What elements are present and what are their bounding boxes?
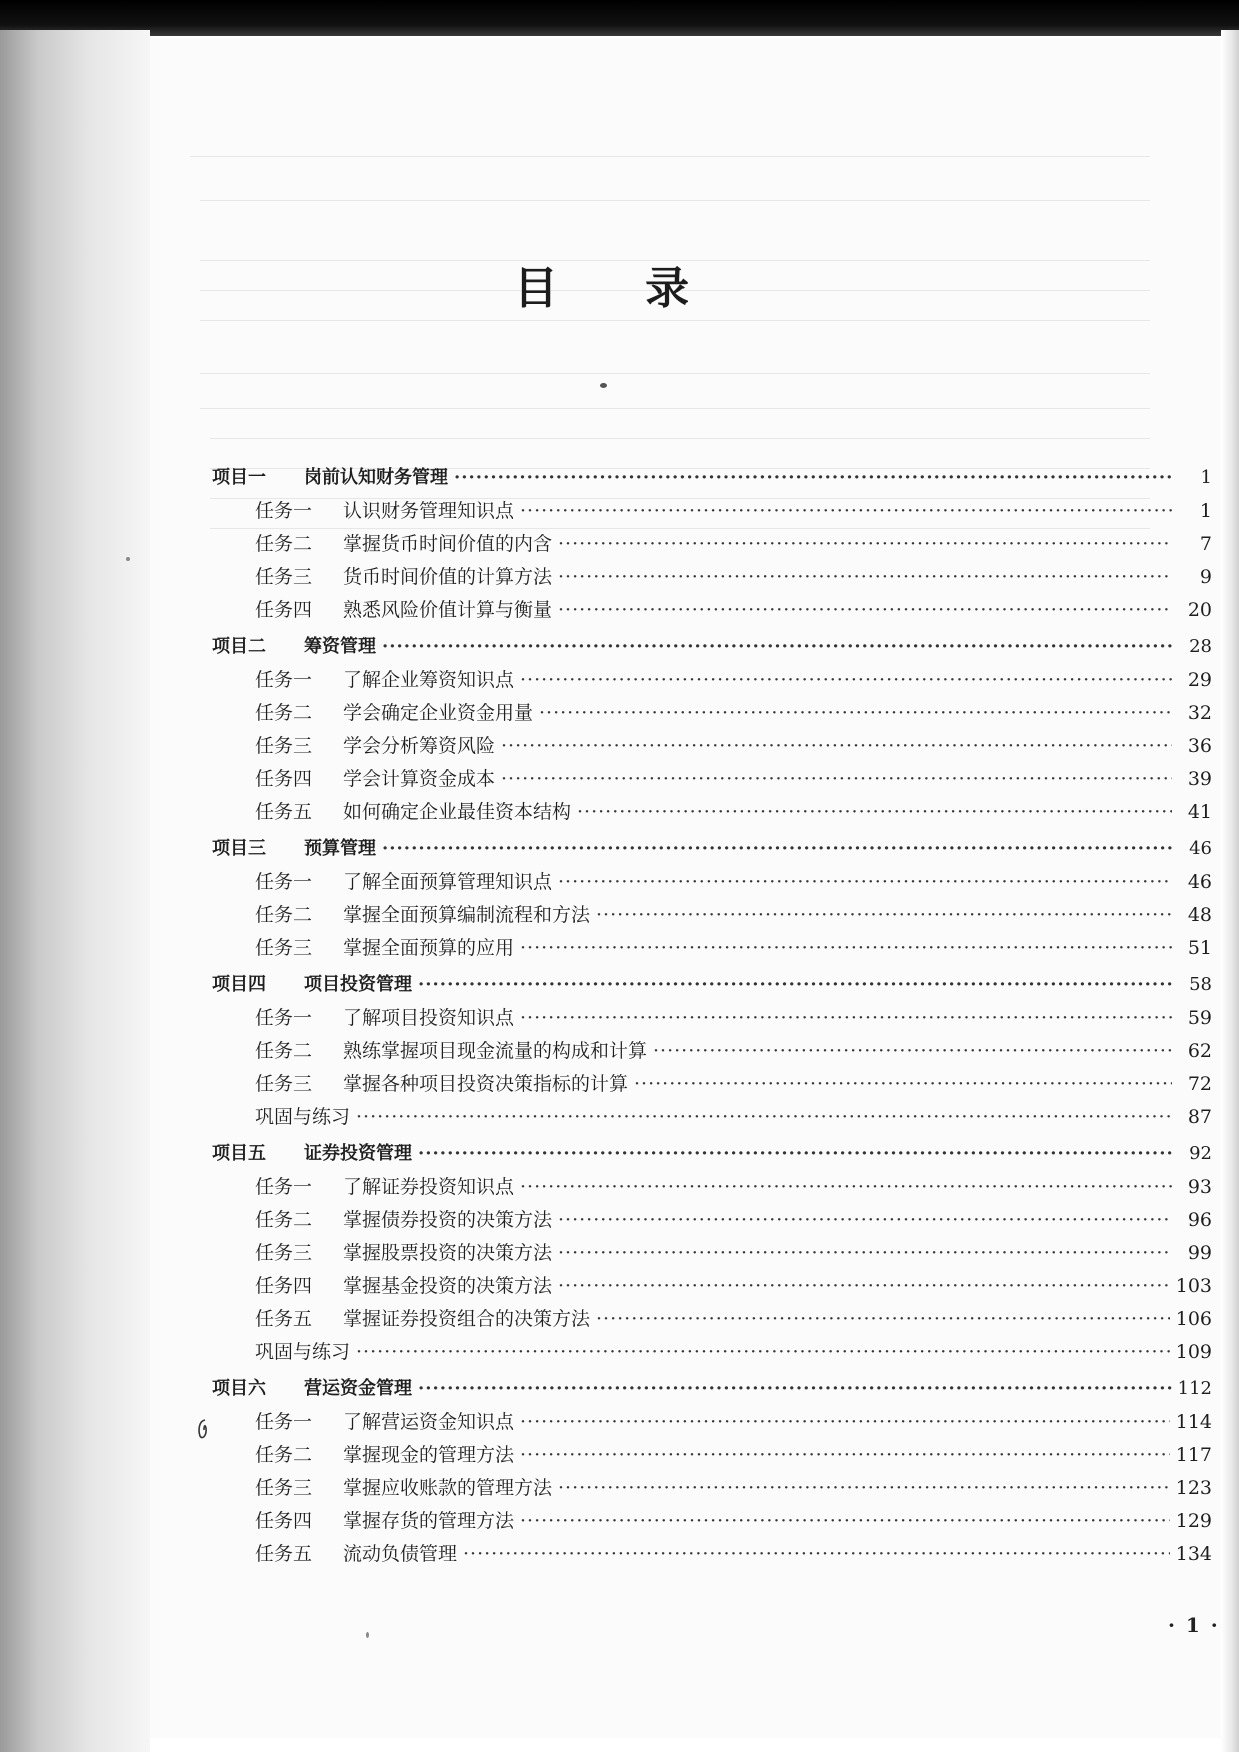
toc-page-number: 72 <box>1187 1073 1212 1095</box>
toc-page-number: 51 <box>1187 937 1212 959</box>
dot-leader <box>463 1538 1170 1571</box>
toc-entry-number: 任务二 <box>255 1209 313 1231</box>
toc-entry-number: 任务五 <box>255 1543 313 1565</box>
toc-task-entry <box>212 1237 1212 1270</box>
dot-leader <box>558 594 1172 627</box>
dot-leader <box>382 831 1172 866</box>
toc-entry-number: 任务一 <box>255 669 313 691</box>
dot-leader <box>520 932 1172 965</box>
toc-task-entry <box>212 1101 1212 1134</box>
dot-leader <box>520 664 1172 697</box>
toc-page-number: 58 <box>1189 974 1212 995</box>
toc-page-number: 1 <box>1200 467 1212 488</box>
toc-task-entry <box>212 1171 1212 1204</box>
toc-entry-title: 岗前认知财务管理 <box>304 467 448 488</box>
toc-entry-title: 流动负债管理 <box>343 1543 458 1565</box>
page-number-footer: · 1 · <box>1168 1613 1220 1637</box>
toc-entry-title: 掌握股票投资的决策方法 <box>343 1242 553 1264</box>
dot-leader <box>520 495 1172 528</box>
toc-task-entry <box>212 1406 1212 1439</box>
toc-page-number: 1 <box>1199 500 1212 522</box>
dot-leader <box>418 1371 1172 1406</box>
toc-entry-number: 任务一 <box>255 500 313 522</box>
dot-leader <box>520 1406 1170 1439</box>
scan-speck <box>366 1632 369 1638</box>
toc-entry-number: 任务四 <box>255 1510 313 1532</box>
dot-leader <box>501 763 1172 796</box>
toc-page-number: 9 <box>1199 566 1212 588</box>
toc-page-number: 46 <box>1189 838 1212 859</box>
dot-leader <box>558 1204 1172 1237</box>
toc-entry-title: 了解全面预算管理知识点 <box>343 871 553 893</box>
toc-page-number: 96 <box>1187 1209 1212 1231</box>
toc-entry-number: 项目六 <box>212 1378 266 1399</box>
toc-task-entry <box>212 1303 1212 1336</box>
toc-entry-number: 项目一 <box>212 467 266 488</box>
toc-page-number: 46 <box>1187 871 1212 893</box>
toc-page-number: 7 <box>1199 533 1212 555</box>
toc-task-entry <box>212 528 1212 561</box>
toc-page-number: 48 <box>1187 904 1212 926</box>
dot-leader <box>634 1068 1172 1101</box>
toc-page-number: 92 <box>1189 1143 1212 1164</box>
toc-task-entry <box>212 1068 1212 1101</box>
toc-entry-title: 学会计算资金成本 <box>343 768 496 790</box>
dot-leader <box>520 1439 1170 1472</box>
toc-project-entry <box>212 1136 1212 1171</box>
toc-entry-title: 掌握债券投资的决策方法 <box>343 1209 553 1231</box>
toc-entry-title: 如何确定企业最佳资本结构 <box>343 801 572 823</box>
toc-entry-number: 任务五 <box>255 801 313 823</box>
toc-task-entry <box>212 1035 1212 1068</box>
scan-speck <box>600 383 607 388</box>
toc-page-number: 87 <box>1187 1106 1212 1128</box>
toc-page-number: 109 <box>1175 1341 1212 1363</box>
toc-task-entry <box>212 1270 1212 1303</box>
toc-entry-title: 掌握应收账款的管理方法 <box>343 1477 553 1499</box>
toc-page-number: 114 <box>1175 1411 1212 1433</box>
dot-leader <box>356 1336 1170 1369</box>
toc-entry-number: 任务一 <box>255 1007 313 1029</box>
toc-entry-number: 任务三 <box>255 937 313 959</box>
toc-task-entry <box>212 899 1212 932</box>
table-of-contents <box>212 460 1212 1571</box>
toc-task-entry <box>212 561 1212 594</box>
handwritten-pen-mark <box>196 1418 210 1440</box>
page-title: 目 录 <box>513 263 726 314</box>
dot-leader <box>454 460 1172 495</box>
toc-page-number: 106 <box>1175 1308 1212 1330</box>
toc-page-number: 41 <box>1187 801 1212 823</box>
toc-entry-title: 了解企业筹资知识点 <box>343 669 515 691</box>
toc-task-entry <box>212 1538 1212 1571</box>
dot-leader <box>558 1270 1170 1303</box>
toc-entry-title: 掌握各种项目投资决策指标的计算 <box>343 1073 629 1095</box>
toc-entry-title: 掌握证券投资组合的决策方法 <box>343 1308 591 1330</box>
dot-leader <box>418 967 1172 1002</box>
dot-leader <box>577 796 1172 829</box>
toc-entry-title: 预算管理 <box>304 838 376 859</box>
toc-page-number: 129 <box>1175 1510 1212 1532</box>
toc-task-entry <box>212 1336 1212 1369</box>
dot-leader <box>558 1472 1170 1505</box>
toc-entry-title: 掌握现金的管理方法 <box>343 1444 515 1466</box>
toc-project-entry <box>212 1371 1212 1406</box>
dot-leader <box>558 866 1172 899</box>
toc-entry-number: 任务二 <box>255 702 313 724</box>
toc-entry-title: 熟悉风险价值计算与衡量 <box>343 599 553 621</box>
toc-entry-title: 了解项目投资知识点 <box>343 1007 515 1029</box>
toc-page-number: 112 <box>1177 1378 1212 1399</box>
dot-leader <box>520 1171 1172 1204</box>
toc-entry-title: 熟练掌握项目现金流量的构成和计算 <box>343 1040 648 1062</box>
toc-entry-number: 任务一 <box>255 871 313 893</box>
dot-leader <box>558 561 1172 594</box>
toc-entry-number: 项目三 <box>212 838 266 859</box>
toc-page-number: 36 <box>1187 735 1212 757</box>
toc-entry-number: 项目五 <box>212 1143 266 1164</box>
toc-entry-title: 了解营运资金知识点 <box>343 1411 515 1433</box>
toc-task-entry <box>212 1002 1212 1035</box>
toc-task-entry <box>212 763 1212 796</box>
toc-entry-title: 掌握货币时间价值的内含 <box>343 533 553 555</box>
dot-leader <box>558 1237 1172 1270</box>
toc-task-entry <box>212 1439 1212 1472</box>
dot-leader <box>418 1136 1172 1171</box>
toc-entry-number: 任务三 <box>255 566 313 588</box>
dot-leader <box>356 1101 1172 1134</box>
toc-project-entry <box>212 831 1212 866</box>
toc-task-entry <box>212 1505 1212 1538</box>
toc-page-number: 39 <box>1187 768 1212 790</box>
toc-task-entry <box>212 664 1212 697</box>
toc-entry-number: 任务一 <box>255 1411 313 1433</box>
toc-entry-title: 学会分析筹资风险 <box>343 735 496 757</box>
toc-entry-number: 任务一 <box>255 1176 313 1198</box>
toc-entry-number: 任务四 <box>255 768 313 790</box>
dot-leader <box>382 629 1172 664</box>
toc-entry-title: 巩固与练习 <box>255 1106 351 1128</box>
toc-task-entry <box>212 697 1212 730</box>
toc-entry-title: 掌握存货的管理方法 <box>343 1510 515 1532</box>
toc-entry-number: 任务二 <box>255 533 313 555</box>
dot-leader <box>596 1303 1170 1336</box>
dot-leader <box>539 697 1172 730</box>
toc-project-entry <box>212 629 1212 664</box>
toc-page-number: 99 <box>1187 1242 1212 1264</box>
toc-entry-title: 掌握全面预算的应用 <box>343 937 515 959</box>
toc-entry-number: 任务三 <box>255 1242 313 1264</box>
toc-entry-title: 筹资管理 <box>304 636 376 657</box>
toc-entry-number: 项目四 <box>212 974 266 995</box>
toc-entry-number: 任务三 <box>255 1073 313 1095</box>
toc-entry-number: 任务二 <box>255 1444 313 1466</box>
toc-task-entry <box>212 932 1212 965</box>
dot-leader <box>501 730 1172 763</box>
toc-entry-number: 任务三 <box>255 1477 313 1499</box>
toc-task-entry <box>212 594 1212 627</box>
toc-page-number: 59 <box>1187 1007 1212 1029</box>
toc-page-number: 103 <box>1175 1275 1212 1297</box>
toc-project-entry <box>212 460 1212 495</box>
scan-speck <box>126 557 130 561</box>
toc-page-number: 28 <box>1189 636 1212 657</box>
toc-task-entry <box>212 495 1212 528</box>
toc-page-number: 29 <box>1187 669 1212 691</box>
dot-leader <box>520 1505 1170 1538</box>
toc-page-number: 32 <box>1187 702 1212 724</box>
dot-leader <box>596 899 1172 932</box>
toc-task-entry <box>212 730 1212 763</box>
toc-entry-number: 任务二 <box>255 904 313 926</box>
toc-task-entry <box>212 1204 1212 1237</box>
toc-page-number: 93 <box>1187 1176 1212 1198</box>
dot-leader <box>653 1035 1172 1068</box>
toc-entry-title: 学会确定企业资金用量 <box>343 702 534 724</box>
toc-task-entry <box>212 866 1212 899</box>
toc-entry-title: 认识财务管理知识点 <box>343 500 515 522</box>
toc-page-number: 62 <box>1187 1040 1212 1062</box>
toc-entry-title: 营运资金管理 <box>304 1378 412 1399</box>
toc-project-entry <box>212 967 1212 1002</box>
scanner-top-shadow <box>0 0 1239 36</box>
toc-task-entry <box>212 796 1212 829</box>
toc-entry-number: 任务五 <box>255 1308 313 1330</box>
toc-entry-number: 任务二 <box>255 1040 313 1062</box>
toc-entry-title: 掌握基金投资的决策方法 <box>343 1275 553 1297</box>
dot-leader <box>558 528 1172 561</box>
toc-page-number: 134 <box>1175 1543 1212 1565</box>
toc-page-number: 117 <box>1175 1444 1212 1466</box>
toc-entry-number: 任务四 <box>255 599 313 621</box>
toc-entry-title: 掌握全面预算编制流程和方法 <box>343 904 591 926</box>
toc-entry-title: 项目投资管理 <box>304 974 412 995</box>
toc-entry-title: 了解证券投资知识点 <box>343 1176 515 1198</box>
toc-entry-title: 证券投资管理 <box>304 1143 412 1164</box>
toc-entry-title: 巩固与练习 <box>255 1341 351 1363</box>
toc-entry-number: 任务三 <box>255 735 313 757</box>
dot-leader <box>520 1002 1172 1035</box>
toc-page-number: 20 <box>1187 599 1212 621</box>
toc-page-number: 123 <box>1175 1477 1212 1499</box>
toc-entry-number: 任务四 <box>255 1275 313 1297</box>
toc-entry-title: 货币时间价值的计算方法 <box>343 566 553 588</box>
toc-task-entry <box>212 1472 1212 1505</box>
toc-entry-number: 项目二 <box>212 636 266 657</box>
